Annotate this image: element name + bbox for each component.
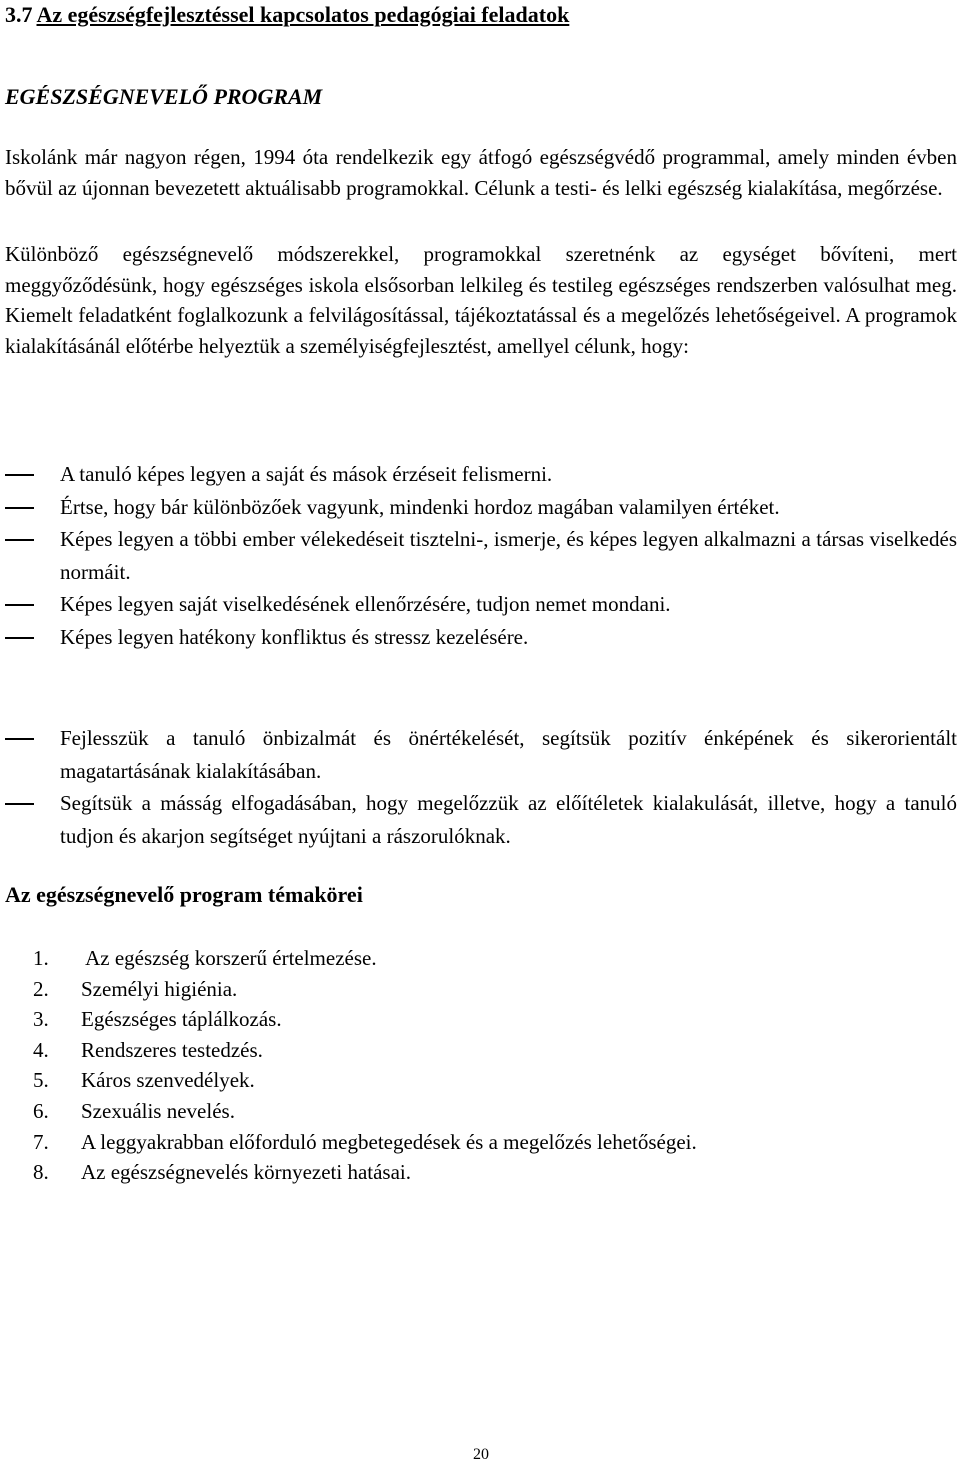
goal-item: Képes legyen saját viselkedésének ellenőrzésére, tudjon nemet mondani. bbox=[5, 588, 957, 621]
intro-paragraph: Iskolánk már nagyon régen, 1994 óta rendelkezik egy átfogó egészségvédő programmal, amely minden évben bővül az újonnan bevezetett aktuálisabb programokkal. Célunk a testi- és lelki egészség kialakítása, megőrzése. bbox=[5, 145, 957, 200]
topic-item bbox=[33, 1035, 697, 1066]
goal-item: A tanuló képes legyen a saját és mások érzéseit felismerni. bbox=[5, 458, 957, 491]
topic-text: Rendszeres testedzés. bbox=[81, 1037, 263, 1062]
goal-item: Segítsük a másság elfogadásában, hogy megelőzzük az előítéletek kialakulását, illetve, hogy a tanuló tudjon és akarjon segítséget nyújtani a rászorulóknak. bbox=[5, 787, 957, 852]
section-heading bbox=[5, 2, 569, 28]
page-number: 20 bbox=[473, 1446, 489, 1463]
topic-number: 2. bbox=[33, 976, 49, 1001]
topic-number: 5. bbox=[33, 1068, 49, 1093]
topic-number: 8. bbox=[33, 1160, 49, 1185]
topic-item bbox=[33, 943, 697, 974]
topic-item bbox=[33, 1096, 697, 1127]
goals-list bbox=[5, 458, 957, 653]
topic-text: Az egészség korszerű értelmezése. bbox=[81, 946, 377, 970]
topic-text: Személyi higiénia. bbox=[81, 976, 238, 1001]
topic-number: 7. bbox=[33, 1129, 49, 1154]
topic-item bbox=[33, 1127, 697, 1158]
topic-item bbox=[33, 1157, 697, 1188]
topic-number: 1. bbox=[33, 946, 49, 970]
goal-item: Képes legyen hatékony konfliktus és stressz kezelésére. bbox=[5, 621, 957, 654]
goals-extra-list bbox=[5, 722, 957, 852]
topic-item bbox=[33, 1065, 697, 1096]
topic-number: 3. bbox=[33, 1007, 49, 1032]
topic-text: Az egészségnevelés környezeti hatásai. bbox=[81, 1160, 412, 1185]
program-title: EGÉSZSÉGNEVELŐ PROGRAM bbox=[5, 84, 323, 109]
goal-item: Fejlesszük a tanuló önbizalmát és önértékelését, segítsük pozitív énképének és sikerorientált magatartásának kialakításában. bbox=[5, 722, 957, 787]
topic-number: 6. bbox=[33, 1098, 49, 1123]
topic-text: Szexuális nevelés. bbox=[81, 1098, 235, 1123]
topic-number: 4. bbox=[33, 1037, 49, 1062]
topic-text: Káros szenvedélyek. bbox=[81, 1068, 255, 1093]
topics-list bbox=[33, 943, 697, 1188]
goal-item: Képes legyen a többi ember vélekedéseit tisztelni-, ismerje, és képes legyen alkalmazni a társas viselkedés normáit. bbox=[5, 523, 957, 588]
topic-text: A leggyakrabban előforduló megbetegedések és a megelőzés lehetőségei. bbox=[81, 1129, 697, 1154]
topic-text: Egészséges táplálkozás. bbox=[81, 1007, 282, 1032]
topic-item bbox=[33, 1004, 697, 1035]
topic-item bbox=[33, 974, 697, 1005]
section-number: 3.7 bbox=[5, 2, 33, 27]
goal-item: Értse, hogy bár különbözőek vagyunk, mindenki hordoz magában valamilyen értéket. bbox=[5, 491, 957, 524]
methods-paragraph: Különböző egészségnevelő módszerekkel, programokkal szeretnénk az egységet bővíteni, mert meggyőződésünk, hogy egészséges iskola elsősorban lelkileg és testileg egészséges rendszerben valósulhat meg. Kiemelt feladatként foglalkozunk a felvilágosítással, tájékoztatással és a megelőzés lehetőségeivel. A programok kialakításánál előtérbe helyeztük a személyiségfejlesztést, amellyel célunk, hogy: bbox=[5, 242, 957, 358]
section-title: Az egészségfejlesztéssel kapcsolatos pedagógiai feladatok bbox=[36, 2, 570, 27]
topics-heading: Az egészségnevelő program témakörei bbox=[5, 882, 363, 907]
